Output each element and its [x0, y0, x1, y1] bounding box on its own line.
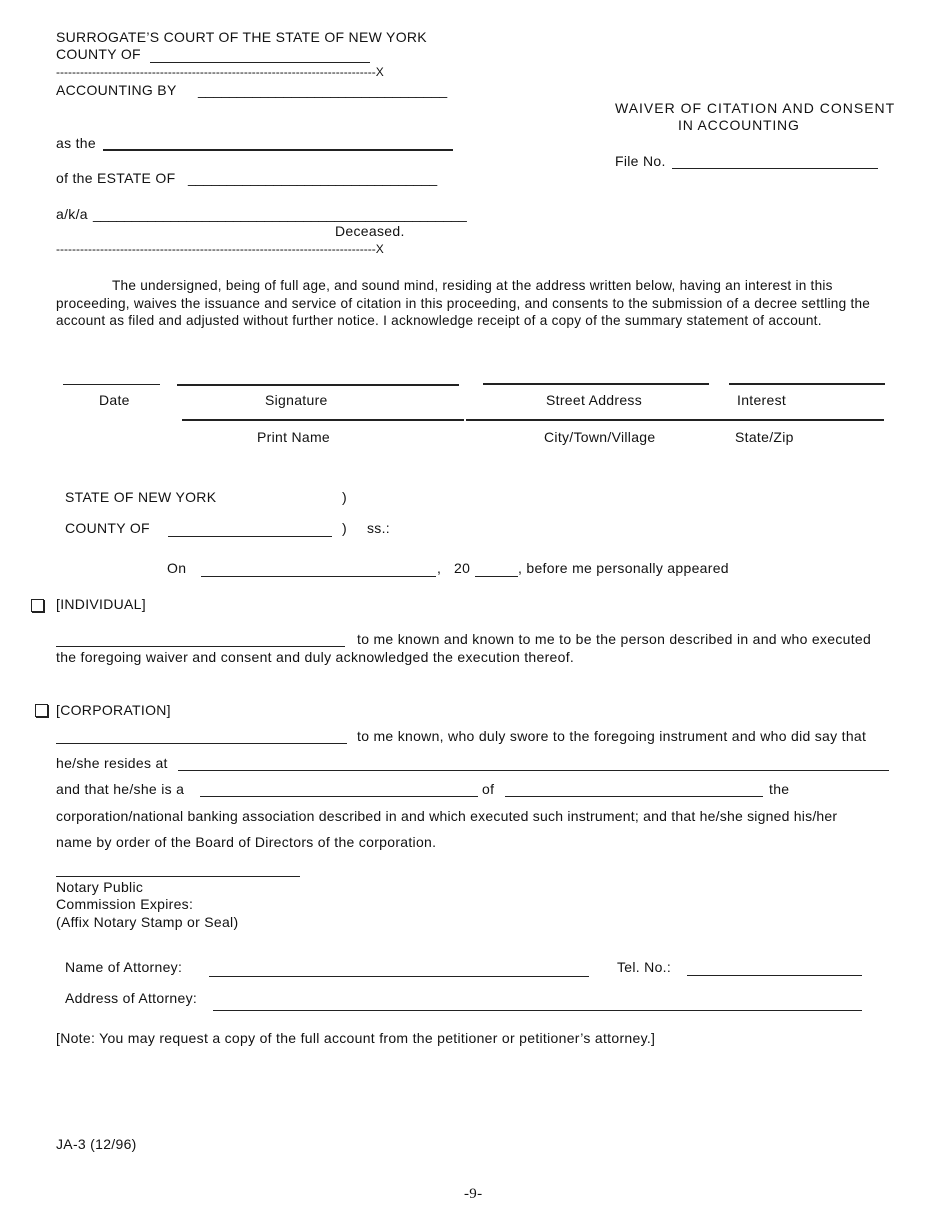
signature-line[interactable]	[177, 384, 459, 386]
county-field[interactable]	[150, 62, 370, 63]
aka-field[interactable]: ________________________________________________	[93, 206, 467, 222]
file-no-field[interactable]	[672, 168, 878, 169]
is-a-label: and that he/she is a	[56, 781, 185, 797]
state-zip-label: State/Zip	[735, 429, 794, 445]
individual-checkbox[interactable]	[31, 599, 44, 612]
deceased-label: Deceased.	[335, 223, 405, 239]
court-title: SURROGATE’S COURT OF THE STATE OF NEW YORK	[56, 29, 427, 45]
of-label: of	[482, 781, 495, 797]
attorney-address-field[interactable]	[213, 1010, 862, 1011]
venue-paren-1: )	[342, 489, 347, 505]
accounting-by-label: ACCOUNTING BY	[56, 82, 177, 98]
date-label: Date	[99, 392, 130, 408]
as-the-label: as the	[56, 135, 96, 151]
page-number: -9-	[464, 1186, 483, 1202]
city-state-line[interactable]	[466, 419, 884, 421]
county-label: COUNTY OF	[56, 46, 141, 62]
signature-label: Signature	[265, 392, 328, 408]
notary-signature-line[interactable]	[56, 876, 300, 877]
corporation-name-field[interactable]	[56, 743, 347, 744]
corporation-field[interactable]	[505, 796, 763, 797]
corporation-text-1: to me known, who duly swore to the foregoing instrument and who did say that	[357, 728, 867, 744]
notary-seal-label: (Affix Notary Stamp or Seal)	[56, 914, 239, 930]
individual-text-1: to me known and known to me to be the person described in and who executed	[357, 631, 872, 647]
document-title: WAIVER OF CITATION AND CONSENT	[615, 100, 896, 116]
interest-label: Interest	[737, 392, 787, 408]
form-id: JA-3 (12/96)	[56, 1136, 137, 1152]
attorney-address-label: Address of Attorney:	[65, 990, 198, 1006]
as-the-field[interactable]	[103, 149, 453, 151]
corporation-text-2: corporation/national banking association described in and which executed such instrument; and that he/she signed his/her	[56, 808, 838, 824]
aka-label: a/k/a	[56, 206, 88, 222]
date-line[interactable]	[63, 384, 160, 385]
venue-county-label: COUNTY OF	[65, 520, 150, 536]
commission-expires-label: Commission Expires:	[56, 896, 194, 912]
individual-name-field[interactable]	[56, 646, 345, 647]
tel-no-label: Tel. No.:	[617, 959, 672, 975]
corporation-label: [CORPORATION]	[56, 702, 171, 718]
individual-text-2: the foregoing waiver and consent and duly acknowledged the execution thereof.	[56, 649, 575, 665]
interest-line[interactable]	[729, 383, 885, 385]
date-appeared-field[interactable]	[201, 576, 436, 577]
waiver-paragraph-text: The undersigned, being of full age, and sound mind, residing at the address written below, having an interest in this proceeding, waives the issuance and service of citation in this proceeding, and consents to the submission of a decree settling the account as filed and adjusted without further notice. I acknowledge receipt of a copy of the summary statement of account.	[56, 278, 871, 328]
attorney-name-field[interactable]	[209, 976, 589, 977]
waiver-paragraph	[56, 277, 896, 330]
venue-state-label: STATE OF NEW YORK	[65, 489, 217, 505]
date-comma: ,	[437, 560, 442, 576]
venue-paren-2: )	[342, 520, 347, 536]
file-no-label: File No.	[615, 153, 666, 169]
ss-label: ss.:	[367, 520, 390, 536]
print-name-label: Print Name	[257, 429, 331, 445]
year-prefix: 20	[454, 560, 471, 576]
tel-no-field[interactable]	[687, 975, 862, 976]
title-field[interactable]	[200, 796, 478, 797]
street-address-label: Street Address	[546, 392, 643, 408]
appeared-text: , before me personally appeared	[518, 560, 729, 576]
resides-at-field[interactable]	[178, 770, 889, 771]
attorney-name-label: Name of Attorney:	[65, 959, 183, 975]
the-label: the	[769, 781, 790, 797]
accounting-by-field[interactable]: ________________________________	[198, 82, 448, 98]
on-label: On	[167, 560, 187, 576]
city-label: City/Town/Village	[544, 429, 656, 445]
individual-label: [INDIVIDUAL]	[56, 596, 146, 612]
year-field[interactable]	[475, 576, 518, 577]
estate-label: of the ESTATE OF	[56, 170, 176, 186]
street-address-line[interactable]	[483, 383, 709, 385]
note-text: [Note: You may request a copy of the full account from the petitioner or petitioner’s attorney.]	[56, 1030, 656, 1046]
corporation-text-3: name by order of the Board of Directors of the corporation.	[56, 834, 437, 850]
print-name-line[interactable]	[182, 419, 464, 421]
resides-at-label: he/she resides at	[56, 755, 168, 771]
corporation-checkbox[interactable]	[35, 704, 48, 717]
caption-divider-bottom: --------------------------------------------------------------------------------X	[56, 242, 384, 256]
document-subtitle: IN ACCOUNTING	[678, 117, 800, 133]
estate-field[interactable]: ________________________________	[188, 170, 438, 186]
notary-public-label: Notary Public	[56, 879, 144, 895]
caption-divider-top: --------------------------------------------------------------------------------X	[56, 65, 384, 79]
venue-county-field[interactable]	[168, 536, 332, 537]
